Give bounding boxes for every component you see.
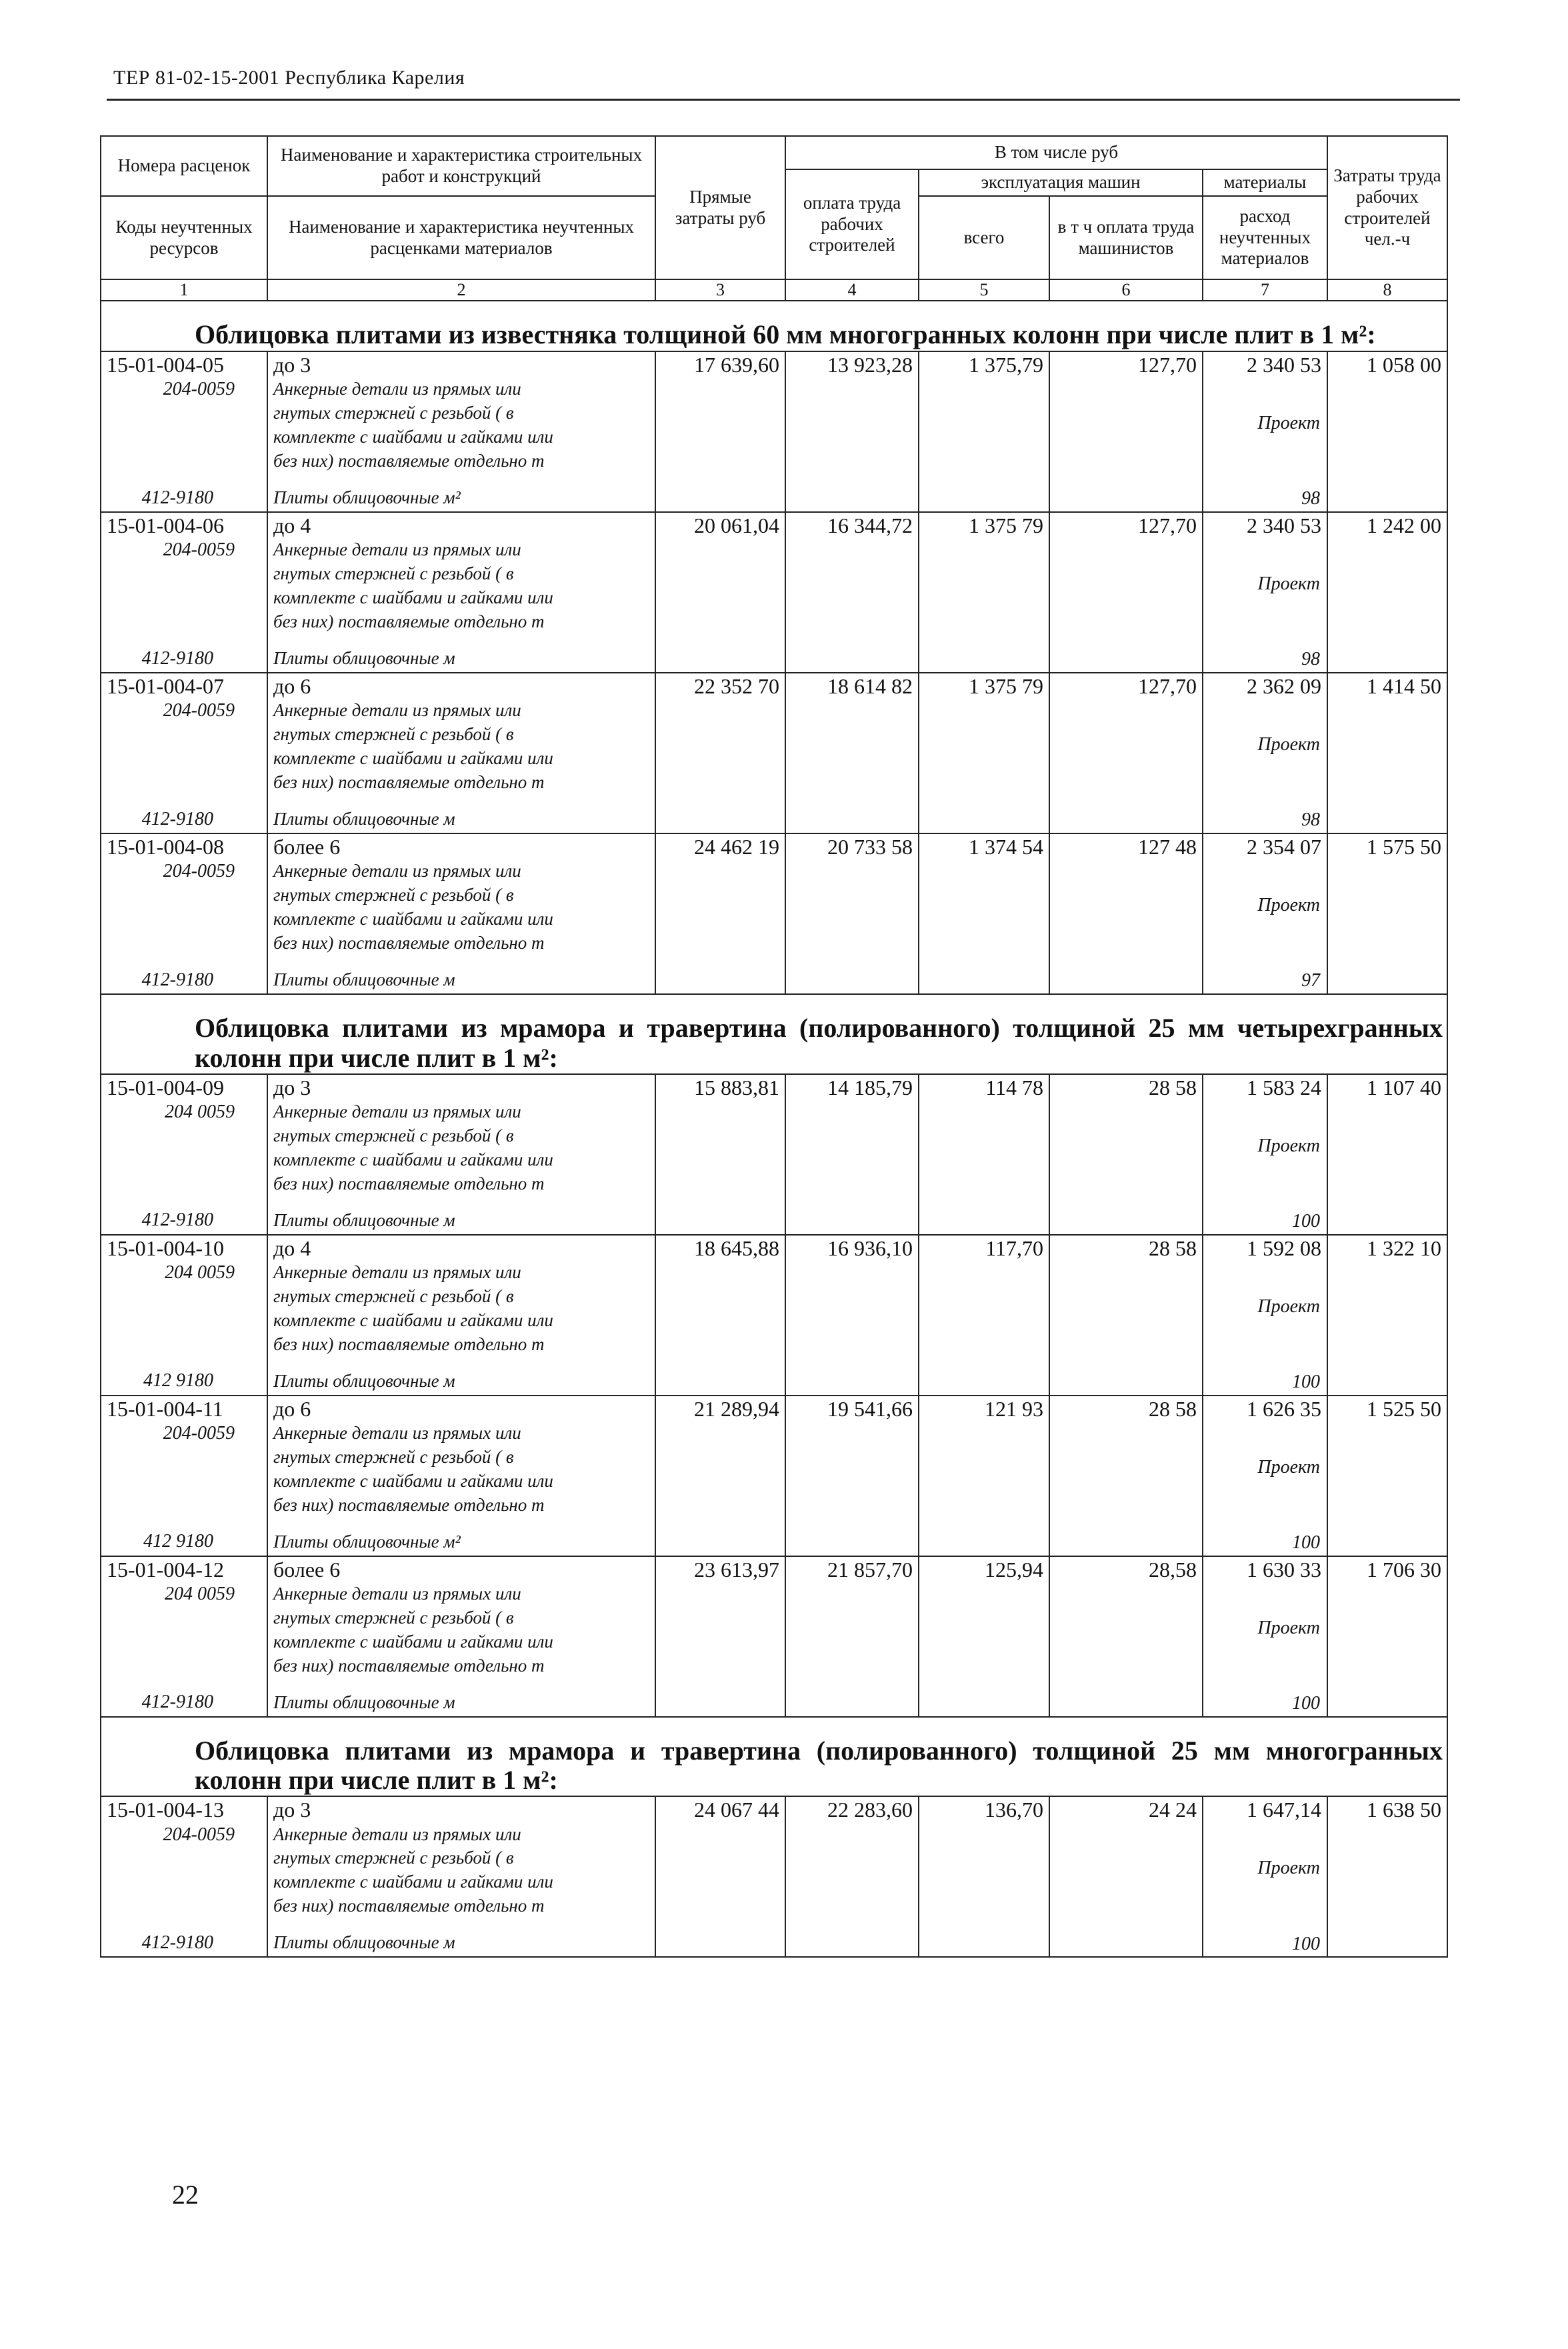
rate-label: до 4 <box>273 1236 311 1260</box>
labor-costs-value: 1 242 00 <box>1327 512 1447 673</box>
column-number: 7 <box>1203 279 1327 301</box>
col2-top-header: Наименование и характеристика строительных работ и конструкций <box>267 136 655 196</box>
material-description-line: гнутых стержней с резьбой ( в <box>273 1848 514 1868</box>
machines-total-value: 136,70 <box>919 1796 1049 1957</box>
labor-costs-value: 1 706 30 <box>1327 1556 1447 1717</box>
machines-total-value: 1 375,79 <box>919 351 1049 512</box>
rate-description-cell <box>267 351 655 512</box>
material-description-line: без них) поставляемые отдельно т <box>273 1334 545 1354</box>
materials-cell <box>1203 512 1327 673</box>
material-quantity: 100 <box>1292 1693 1320 1714</box>
material-quantity: 97 <box>1301 970 1320 991</box>
section-header-row <box>101 1717 1447 1797</box>
rate-number: 15-01-004-11 <box>107 1396 223 1421</box>
resource-code: 204-0059 <box>163 539 235 561</box>
material-quantity: 100 <box>1292 1933 1320 1954</box>
resource-code: 412-9180 <box>141 1692 213 1713</box>
material-description-line: без них) поставляемые отдельно т <box>273 1494 545 1515</box>
rate-number: 15-01-004-07 <box>107 674 224 698</box>
machines-total-value: 1 375 79 <box>919 512 1049 673</box>
materials-header: материалы <box>1203 169 1327 196</box>
column-number: 6 <box>1049 279 1203 301</box>
resource-code: 412-9180 <box>141 969 213 990</box>
wages-value: 19 541,66 <box>785 1396 919 1556</box>
material-description-line: Анкерные детали из прямых или <box>273 1422 521 1443</box>
rate-row <box>101 1796 1447 1957</box>
rate-number: 15-01-004-10 <box>107 1236 224 1260</box>
rate-label: до 3 <box>273 353 311 377</box>
rate-label: более 6 <box>273 835 341 859</box>
rate-row <box>101 1396 1447 1556</box>
material-description-line: Плиты облицовочные м <box>273 1932 455 1953</box>
rate-row <box>101 1235 1447 1396</box>
material-description-line: Анкерные детали из прямых или <box>273 379 521 399</box>
direct-costs-value: 24 462 19 <box>655 833 785 994</box>
material-description-line: Анкерные детали из прямых или <box>273 1262 521 1282</box>
wages-value: 14 185,79 <box>785 1074 919 1235</box>
material-description-line: Плиты облицовочные м² <box>273 487 461 508</box>
rate-label: до 6 <box>273 674 311 698</box>
project-note: Проект <box>1257 1135 1320 1156</box>
rates-table-wrapper <box>100 135 1448 1958</box>
rate-codes-cell <box>101 1396 267 1556</box>
rate-codes-cell <box>101 833 267 994</box>
resource-code: 204-0059 <box>163 1824 235 1845</box>
material-description-line: Анкерные детали из прямых или <box>273 1101 521 1121</box>
direct-costs-header: Прямые затраты руб <box>655 136 785 279</box>
direct-costs-value: 22 352 70 <box>655 673 785 833</box>
wages-value: 21 857,70 <box>785 1556 919 1717</box>
material-description-line: комплекте с шайбами и гайками или <box>273 1149 553 1169</box>
resource-code: 412 9180 <box>143 1370 213 1392</box>
rate-codes-cell <box>101 1235 267 1396</box>
machinists-wages-value: 24 24 <box>1049 1796 1203 1957</box>
section-title: Облицовка плитами из известняка толщиной 60 мм многогранных колонн при числе плит в 1 м²: <box>101 301 1447 351</box>
material-description-line: без них) поставляемые отдельно т <box>273 611 545 632</box>
rate-number: 15-01-004-09 <box>107 1075 224 1099</box>
materials-cell <box>1203 351 1327 512</box>
unaccounted-materials-header: расход неучтенных материалов <box>1203 196 1327 279</box>
project-note: Проект <box>1257 1296 1320 1317</box>
rate-description-cell <box>267 1796 655 1957</box>
materials-value: 1 647,14 <box>1247 1798 1321 1822</box>
resource-code: 412-9180 <box>141 487 213 508</box>
rate-description-cell <box>267 1074 655 1235</box>
project-note: Проект <box>1257 734 1320 755</box>
materials-cell <box>1203 1235 1327 1396</box>
material-description-line: комплекте с шайбами и гайками или <box>273 748 553 769</box>
header-rule <box>107 99 1460 101</box>
rate-number: 15-01-004-13 <box>107 1798 224 1822</box>
rate-row <box>101 1074 1447 1235</box>
material-quantity: 98 <box>1301 488 1320 509</box>
materials-value: 1 630 33 <box>1247 1557 1321 1582</box>
materials-cell <box>1203 1396 1327 1556</box>
resource-code: 204 0059 <box>165 1583 235 1604</box>
materials-cell <box>1203 1556 1327 1717</box>
section-title: Облицовка плитами из мрамора и травертина (полированного) толщиной 25 мм четырехгранных колонн при числе плит в 1 м²: <box>101 994 1447 1074</box>
machinists-wages-value: 28 58 <box>1049 1074 1203 1235</box>
material-description-line: комплекте с шайбами и гайками или <box>273 1470 553 1491</box>
direct-costs-value: 23 613,97 <box>655 1556 785 1717</box>
rate-description-cell <box>267 1235 655 1396</box>
wages-value: 13 923,28 <box>785 351 919 512</box>
direct-costs-value: 21 289,94 <box>655 1396 785 1556</box>
project-note: Проект <box>1257 413 1320 433</box>
material-description-line: без них) поставляемые отдельно т <box>273 1173 545 1194</box>
rate-label: до 4 <box>273 513 311 537</box>
material-description-line: гнутых стержней с резьбой ( в <box>273 563 514 584</box>
resource-code: 412-9180 <box>141 1210 213 1231</box>
wages-value: 18 614 82 <box>785 673 919 833</box>
material-description-line: комплекте с шайбами и гайками или <box>273 1310 553 1330</box>
material-description-line: Плиты облицовочные м <box>273 1692 455 1712</box>
resource-code: 204-0059 <box>163 700 235 721</box>
material-description-line: комплекте с шайбами и гайками или <box>273 909 553 929</box>
rate-codes-cell <box>101 512 267 673</box>
material-description-line: гнутых стержней с резьбой ( в <box>273 724 514 745</box>
labor-costs-header: Затраты труда рабочих строителей чел.-ч <box>1327 136 1447 279</box>
machines-total-value: 117,70 <box>919 1235 1049 1396</box>
material-description-line: комплекте с шайбами и гайками или <box>273 587 553 608</box>
machinists-wages-value: 127,70 <box>1049 512 1203 673</box>
page-header: ТЕР 81-02-15-2001 Республика Карелия <box>113 67 465 89</box>
material-description-line: Анкерные детали из прямых или <box>273 1583 521 1604</box>
material-description-line: гнутых стержней с резьбой ( в <box>273 1286 514 1306</box>
machinists-wages-value: 127,70 <box>1049 673 1203 833</box>
wages-header: оплата труда рабочих строителей <box>785 169 919 279</box>
column-number: 1 <box>101 279 267 301</box>
material-description-line: без них) поставляемые отдельно т <box>273 1655 545 1676</box>
section-header-row <box>101 301 1447 351</box>
resource-code: 204-0059 <box>163 1422 235 1444</box>
machinists-wages-value: 28 58 <box>1049 1396 1203 1556</box>
labor-costs-value: 1 322 10 <box>1327 1235 1447 1396</box>
column-number: 2 <box>267 279 655 301</box>
materials-value: 1 583 24 <box>1247 1075 1321 1099</box>
rate-description-cell <box>267 1556 655 1717</box>
material-quantity: 98 <box>1301 649 1320 670</box>
direct-costs-value: 18 645,88 <box>655 1235 785 1396</box>
materials-cell <box>1203 833 1327 994</box>
page-number: 22 <box>172 2180 199 2210</box>
wages-value: 16 344,72 <box>785 512 919 673</box>
material-description-line: без них) поставляемые отдельно т <box>273 933 545 953</box>
col1-bottom-header: Коды неучтенных ресурсов <box>101 196 267 279</box>
material-description-line: гнутых стержней с резьбой ( в <box>273 1607 514 1628</box>
rate-row <box>101 833 1447 994</box>
materials-cell <box>1203 1796 1327 1957</box>
rate-number: 15-01-004-06 <box>107 513 224 537</box>
material-description-line: гнутых стержней с резьбой ( в <box>273 403 514 423</box>
material-description-line: комплекте с шайбами и гайками или <box>273 427 553 447</box>
machines-total-value: 121 93 <box>919 1396 1049 1556</box>
machinists-wages-value: 28,58 <box>1049 1556 1203 1717</box>
material-description-line: Анкерные детали из прямых или <box>273 700 521 721</box>
column-number-row <box>101 279 1447 301</box>
material-description-line: без них) поставляемые отдельно т <box>273 451 545 471</box>
resource-code: 412-9180 <box>141 647 213 669</box>
rate-label: до 3 <box>273 1075 311 1099</box>
materials-value: 2 340 53 <box>1247 353 1321 377</box>
resource-code: 412-9180 <box>141 1932 213 1953</box>
project-note: Проект <box>1257 1858 1320 1879</box>
rate-row <box>101 673 1447 833</box>
material-description-line: комплекте с шайбами и гайками или <box>273 1631 553 1652</box>
materials-cell <box>1203 1074 1327 1235</box>
rate-label: более 6 <box>273 1557 341 1582</box>
rate-label: до 6 <box>273 1396 311 1421</box>
rate-description-cell <box>267 833 655 994</box>
project-note: Проект <box>1257 1456 1320 1478</box>
section-title: Облицовка плитами из мрамора и травертина (полированного) толщиной 25 мм многогранных колонн при числе плит в 1 м²: <box>101 1717 1447 1797</box>
materials-value: 2 354 07 <box>1247 835 1321 859</box>
labor-costs-value: 1 638 50 <box>1327 1796 1447 1957</box>
resource-code: 412 9180 <box>143 1531 213 1552</box>
material-description-line: Анкерные детали из прямых или <box>273 539 521 560</box>
machines-header: эксплуатация машин <box>919 169 1203 196</box>
materials-value: 1 592 08 <box>1247 1236 1321 1260</box>
material-description-line: без них) поставляемые отдельно т <box>273 1896 545 1916</box>
rate-row <box>101 1556 1447 1717</box>
machines-total-value: 125,94 <box>919 1556 1049 1717</box>
machinists-wages-header: в т ч оплата труда машинистов <box>1049 196 1203 279</box>
material-description-line: без них) поставляемые отдельно т <box>273 772 545 793</box>
material-description-line: Плиты облицовочные м <box>273 1370 455 1391</box>
machinists-wages-value: 127,70 <box>1049 351 1203 512</box>
materials-value: 1 626 35 <box>1247 1396 1321 1421</box>
column-number: 3 <box>655 279 785 301</box>
section-header-row <box>101 994 1447 1074</box>
material-description-line: гнутых стержней с резьбой ( в <box>273 885 514 905</box>
material-description-line: Плиты облицовочные м <box>273 809 455 829</box>
material-description-line: Плиты облицовочные м² <box>273 1531 461 1552</box>
material-description-line: комплекте с шайбами и гайками или <box>273 1872 553 1892</box>
machines-total-value: 1 375 79 <box>919 673 1049 833</box>
material-description-line: Анкерные детали из прямых или <box>273 861 521 881</box>
col2-bottom-header: Наименование и характеристика неучтенных расценками материалов <box>267 196 655 279</box>
machines-total-value: 1 374 54 <box>919 833 1049 994</box>
direct-costs-value: 17 639,60 <box>655 351 785 512</box>
material-description-line: гнутых стержней с резьбой ( в <box>273 1446 514 1467</box>
materials-value: 2 362 09 <box>1247 674 1321 698</box>
rate-row <box>101 512 1447 673</box>
rate-number: 15-01-004-05 <box>107 353 224 377</box>
project-note: Проект <box>1257 895 1320 915</box>
material-description-line: Плиты облицовочные м <box>273 969 455 990</box>
direct-costs-value: 15 883,81 <box>655 1074 785 1235</box>
wages-value: 20 733 58 <box>785 833 919 994</box>
material-description-line: Анкерные детали из прямых или <box>273 1824 521 1844</box>
project-note: Проект <box>1257 573 1320 594</box>
machinists-wages-value: 28 58 <box>1049 1235 1203 1396</box>
labor-costs-value: 1 575 50 <box>1327 833 1447 994</box>
labor-costs-value: 1 525 50 <box>1327 1396 1447 1556</box>
resource-code: 204 0059 <box>165 1262 235 1283</box>
rate-number: 15-01-004-12 <box>107 1557 224 1582</box>
material-quantity: 100 <box>1292 1211 1320 1232</box>
col1-top-header: Номера расценок <box>101 136 267 196</box>
wages-value: 22 283,60 <box>785 1796 919 1957</box>
resource-code: 204-0059 <box>163 861 235 882</box>
resource-code: 204 0059 <box>165 1101 235 1122</box>
including-header: В том числе руб <box>785 136 1327 169</box>
material-description-line: Плиты облицовочные м <box>273 1210 455 1230</box>
direct-costs-value: 20 061,04 <box>655 512 785 673</box>
material-quantity: 98 <box>1301 809 1320 831</box>
rate-description-cell <box>267 673 655 833</box>
rate-codes-cell <box>101 351 267 512</box>
material-quantity: 100 <box>1292 1372 1320 1392</box>
resource-code: 204-0059 <box>163 379 235 400</box>
rate-codes-cell <box>101 1556 267 1717</box>
machinists-wages-value: 127 48 <box>1049 833 1203 994</box>
wages-value: 16 936,10 <box>785 1235 919 1396</box>
material-quantity: 100 <box>1292 1532 1320 1553</box>
rate-codes-cell <box>101 673 267 833</box>
labor-costs-value: 1 107 40 <box>1327 1074 1447 1235</box>
rate-description-cell <box>267 1396 655 1556</box>
rate-codes-cell <box>101 1796 267 1957</box>
rate-row <box>101 351 1447 512</box>
rate-label: до 3 <box>273 1798 311 1822</box>
material-description-line: Плиты облицовочные м <box>273 648 455 669</box>
rate-number: 15-01-004-08 <box>107 835 224 859</box>
labor-costs-value: 1 414 50 <box>1327 673 1447 833</box>
machines-total-value: 114 78 <box>919 1074 1049 1235</box>
direct-costs-value: 24 067 44 <box>655 1796 785 1957</box>
column-number: 8 <box>1327 279 1447 301</box>
rate-codes-cell <box>101 1074 267 1235</box>
machines-total-header: всего <box>919 196 1049 279</box>
rate-description-cell <box>267 512 655 673</box>
resource-code: 412-9180 <box>141 808 213 829</box>
labor-costs-value: 1 058 00 <box>1327 351 1447 512</box>
material-description-line: гнутых стержней с резьбой ( в <box>273 1125 514 1145</box>
column-number: 4 <box>785 279 919 301</box>
rates-table <box>100 135 1448 1958</box>
materials-cell <box>1203 673 1327 833</box>
project-note: Проект <box>1257 1617 1320 1638</box>
column-number: 5 <box>919 279 1049 301</box>
materials-value: 2 340 53 <box>1247 513 1321 537</box>
